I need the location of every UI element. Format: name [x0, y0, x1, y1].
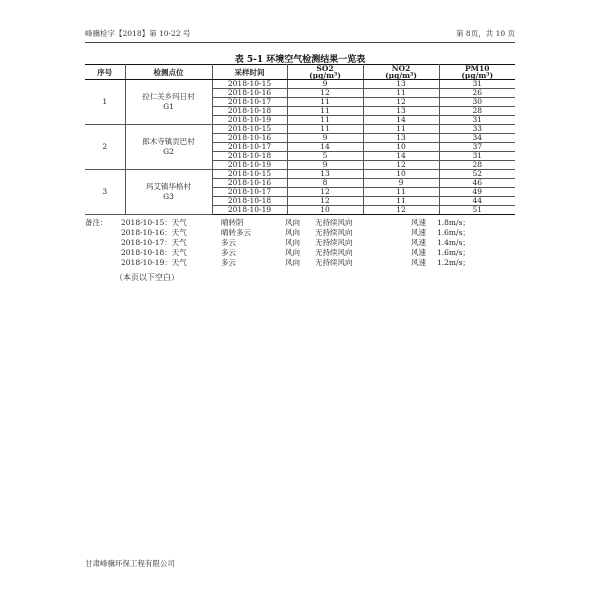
so2-value: 8 — [287, 179, 363, 188]
remark-wind-speed-label: 风速 — [411, 248, 426, 257]
sample-date: 2018-10-19 — [212, 116, 287, 125]
so2-value: 9 — [287, 134, 363, 143]
no2-value: 14 — [363, 152, 439, 161]
site-code: G3 — [163, 192, 174, 201]
remark-date: 2018-10-17：天气 — [121, 238, 187, 247]
sample-date: 2018-10-17 — [212, 143, 287, 152]
so2-value: 10 — [287, 206, 363, 215]
no2-value: 14 — [363, 116, 439, 125]
so2-value: 11 — [287, 107, 363, 116]
site-name: 玛艾镇华格村 — [146, 182, 191, 191]
pm10-unit: (μg/m³) — [461, 71, 494, 80]
remark-wind-speed: 1.6m/s； — [437, 228, 470, 237]
table-row — [85, 125, 515, 134]
group-number: 1 — [85, 80, 125, 125]
remark-wind-speed: 1.8m/s； — [437, 218, 470, 227]
col-header-no: 序号 — [85, 65, 125, 80]
sample-date: 2018-10-16 — [212, 134, 287, 143]
pm10-value: 28 — [439, 107, 515, 116]
no2-value: 12 — [363, 161, 439, 170]
no2-value: 13 — [363, 134, 439, 143]
remark-wind-speed-label: 风速 — [411, 228, 426, 237]
remark-wind-dir-label: 风向 — [285, 228, 300, 237]
col-header-pm10 — [439, 65, 515, 80]
no2-value: 12 — [363, 206, 439, 215]
remark-wind-speed-label: 风速 — [411, 218, 426, 227]
remark-row — [85, 218, 515, 228]
page-header — [85, 28, 515, 42]
remark-wind-speed: 1.4m/s； — [437, 238, 470, 247]
so2-value: 11 — [287, 116, 363, 125]
no2-value: 10 — [363, 143, 439, 152]
remarks-label: 备注： — [85, 218, 108, 227]
so2-label: SO2 — [316, 64, 334, 73]
remark-wind-speed-label: 风速 — [411, 258, 426, 267]
site-code: G1 — [163, 102, 174, 111]
pm10-value: 44 — [439, 197, 515, 206]
so2-value: 12 — [287, 89, 363, 98]
no2-value: 11 — [363, 89, 439, 98]
report-number: 峰骥检字【2018】第 10-22 号 — [85, 29, 191, 38]
page-number: 第 8页，共 10 页 — [456, 29, 515, 38]
sample-date: 2018-10-18 — [212, 107, 287, 116]
pm10-value: 51 — [439, 206, 515, 215]
sample-date: 2018-10-17 — [212, 98, 287, 107]
remark-wind-dir-label: 风向 — [285, 238, 300, 247]
remark-weather: 晴转多云 — [221, 228, 251, 237]
pm10-value: 52 — [439, 170, 515, 179]
sample-date: 2018-10-19 — [212, 206, 287, 215]
pm10-value: 31 — [439, 116, 515, 125]
remark-wind-dir: 无持续风向 — [315, 228, 353, 237]
remark-row — [85, 228, 515, 238]
sample-date: 2018-10-16 — [212, 89, 287, 98]
pm10-value: 26 — [439, 89, 515, 98]
col-header-site: 检测点位 — [125, 65, 212, 80]
sample-date: 2018-10-18 — [212, 152, 287, 161]
pm10-value: 34 — [439, 134, 515, 143]
remark-date: 2018-10-18：天气 — [121, 248, 187, 257]
so2-value: 11 — [287, 98, 363, 107]
remark-row — [85, 248, 515, 258]
remark-wind-speed: 1.6m/s； — [437, 248, 470, 257]
air-quality-table — [85, 64, 515, 215]
no2-value: 13 — [363, 80, 439, 89]
col-header-so2 — [287, 65, 363, 80]
no2-value: 9 — [363, 179, 439, 188]
so2-value: 9 — [287, 161, 363, 170]
site-code: G2 — [163, 147, 174, 156]
site-name: 郎木寺镇贡巴村 — [142, 137, 195, 146]
remark-wind-dir-label: 风向 — [285, 218, 300, 227]
blank-page-note: （本页以下空白） — [115, 273, 179, 282]
remark-wind-dir: 无持续风向 — [315, 218, 353, 227]
sample-date: 2018-10-15 — [212, 170, 287, 179]
group-number: 2 — [85, 125, 125, 170]
table-header-row — [85, 65, 515, 80]
sample-date: 2018-10-16 — [212, 179, 287, 188]
so2-value: 14 — [287, 143, 363, 152]
header-divider — [85, 42, 515, 43]
pm10-value: 37 — [439, 143, 515, 152]
so2-value: 9 — [287, 80, 363, 89]
sample-date: 2018-10-17 — [212, 188, 287, 197]
remark-wind-dir-label: 风向 — [285, 248, 300, 257]
no2-value: 13 — [363, 107, 439, 116]
pm10-value: 46 — [439, 179, 515, 188]
remark-weather: 晴转阴 — [221, 218, 244, 227]
so2-value: 5 — [287, 152, 363, 161]
table-row — [85, 170, 515, 179]
no2-unit: (μg/m³) — [385, 71, 417, 80]
so2-value: 12 — [287, 188, 363, 197]
no2-value: 12 — [363, 98, 439, 107]
remark-date: 2018-10-16：天气 — [121, 228, 187, 237]
remark-wind-dir: 无持续风向 — [315, 258, 353, 267]
remark-date: 2018-10-19：天气 — [121, 258, 187, 267]
remark-wind-speed: 1.2m/s； — [437, 258, 470, 267]
site-name: 拉仁关乡玛日村 — [142, 92, 195, 101]
site-cell — [125, 170, 212, 215]
so2-unit: (μg/m³) — [309, 71, 341, 80]
sample-date: 2018-10-19 — [212, 161, 287, 170]
company-footer: 甘肃峰骥环保工程有限公司 — [85, 559, 175, 568]
no2-value: 11 — [363, 197, 439, 206]
remark-wind-dir-label: 风向 — [285, 258, 300, 267]
pm10-label: PM10 — [465, 64, 490, 73]
group-number: 3 — [85, 170, 125, 215]
site-cell — [125, 80, 212, 125]
so2-value: 12 — [287, 197, 363, 206]
no2-label: NO2 — [391, 64, 411, 73]
remark-row — [85, 238, 515, 248]
pm10-value: 31 — [439, 152, 515, 161]
site-cell — [125, 125, 212, 170]
remark-weather: 多云 — [221, 258, 236, 267]
so2-value: 11 — [287, 125, 363, 134]
pm10-value: 31 — [439, 80, 515, 89]
remark-wind-speed-label: 风速 — [411, 238, 426, 247]
col-header-no2 — [363, 65, 439, 80]
sample-date: 2018-10-15 — [212, 125, 287, 134]
sample-date: 2018-10-18 — [212, 197, 287, 206]
table-row — [85, 80, 515, 89]
table-title: 表 5-1 环境空气检测结果一览表 — [234, 55, 366, 65]
no2-value: 11 — [363, 188, 439, 197]
pm10-value: 33 — [439, 125, 515, 134]
pm10-value: 30 — [439, 98, 515, 107]
remark-wind-dir: 无持续风向 — [315, 238, 353, 247]
pm10-value: 28 — [439, 161, 515, 170]
no2-value: 10 — [363, 170, 439, 179]
col-header-time: 采样时间 — [212, 65, 287, 80]
sample-date: 2018-10-15 — [212, 80, 287, 89]
remark-wind-dir: 无持续风向 — [315, 248, 353, 257]
remark-row — [85, 258, 515, 268]
no2-value: 11 — [363, 125, 439, 134]
remarks-section — [85, 218, 515, 268]
pm10-value: 49 — [439, 188, 515, 197]
so2-value: 13 — [287, 170, 363, 179]
remark-weather: 多云 — [221, 248, 236, 257]
remark-date: 2018-10-15：天气 — [121, 218, 187, 227]
remark-weather: 多云 — [221, 238, 236, 247]
